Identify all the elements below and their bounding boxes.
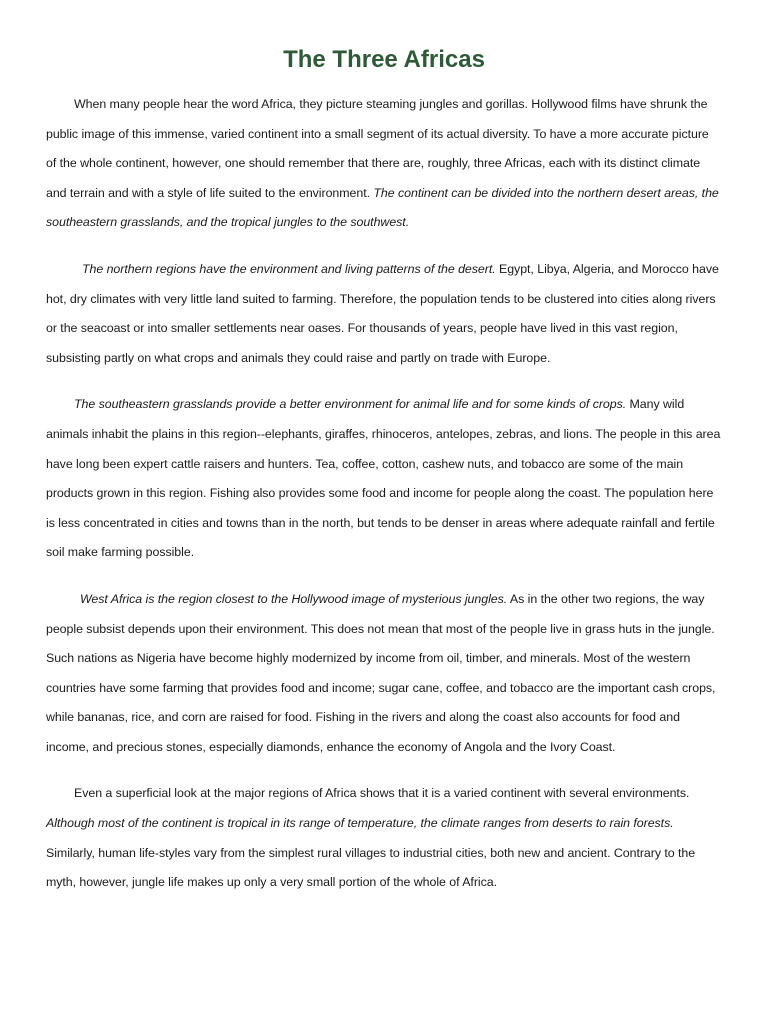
paragraph-topic-sentence: Although most of the continent is tropical in its range of temperature, the climate ranges from deserts to rain forests. <box>46 816 674 831</box>
paragraph-rest-text: Egypt, Libya, Algeria, and Morocco have hot, dry climates with very little land suited to farming. Therefore, the population tends to be clustered into cities along rivers or the seacoast or into smaller settlements near oases. For thousands of years, people have lived in this vast region, subsisting partly on what crops and animals they could raise and partly on trade with Europe. <box>46 261 719 365</box>
paragraph-rest-text: As in the other two regions, the way people subsist depends upon their environment. This does not mean that most of the people live in grass huts in the jungle. Such nations as Nigeria have become highly modernized by income from oil, timber, and minerals. Most of the western countries have some farming that provides food and income; sugar cane, coffee, and tobacco are the important cash crops, while bananas, rice, and corn are raised for food. Fishing in the rivers and along the coast also accounts for food and income, and precious stones, especially diamonds, enhance the economy of Angola and the Ivory Coast. <box>46 591 716 754</box>
document-title: The Three Africas <box>283 46 485 73</box>
paragraph-west <box>46 585 722 763</box>
paragraph-southeast <box>46 390 722 568</box>
paragraph-intro <box>46 90 722 238</box>
paragraph-topic-sentence: The continent can be divided into the northern desert areas, the southeastern grasslands, and the tropical jungles to the southwest. <box>46 185 719 230</box>
paragraph-conclusion <box>46 779 722 897</box>
paragraph-north <box>46 255 722 373</box>
paragraph-lead-text: Even a superficial look at the major regions of Africa shows that it is a varied continent with several environments. <box>74 786 690 801</box>
paragraph-lead-text: When many people hear the word Africa, they picture steaming jungles and gorillas. Hollywood films have shrunk the public image of this immense, varied continent into a small segment of its actual diversity. To have a more accurate picture of the whole continent, however, one should remember that there are, roughly, three Africas, each with its distinct climate and terrain and with a style of life suited to the environment. <box>46 97 709 200</box>
paragraph-rest-text: Many wild animals inhabit the plains in this region--elephants, giraffes, rhinoceros, antelopes, zebras, and lions. The people in this area have long been expert cattle raisers and hunters. Tea, coffee, cotton, cashew nuts, and tobacco are some of the main products grown in this region. Fishing also provides some food and income for people along the coast. The population here is less concentrated in cities and towns than in the north, but tends to be denser in areas where adequate rainfall and fertile soil make farming possible. <box>46 397 721 560</box>
paragraph-topic-sentence: The northern regions have the environment and living patterns of the desert. <box>82 261 496 276</box>
paragraph-topic-sentence: The southeastern grasslands provide a better environment for animal life and for some kinds of crops. <box>74 397 627 412</box>
paragraph-rest-text: Similarly, human life-styles vary from the simplest rural villages to industrial cities, both new and ancient. Contrary to the myth, however, jungle life makes up only a very small portion of the whole of Africa. <box>46 845 696 890</box>
paragraph-topic-sentence: West Africa is the region closest to the Hollywood image of mysterious jungles. <box>80 591 508 606</box>
